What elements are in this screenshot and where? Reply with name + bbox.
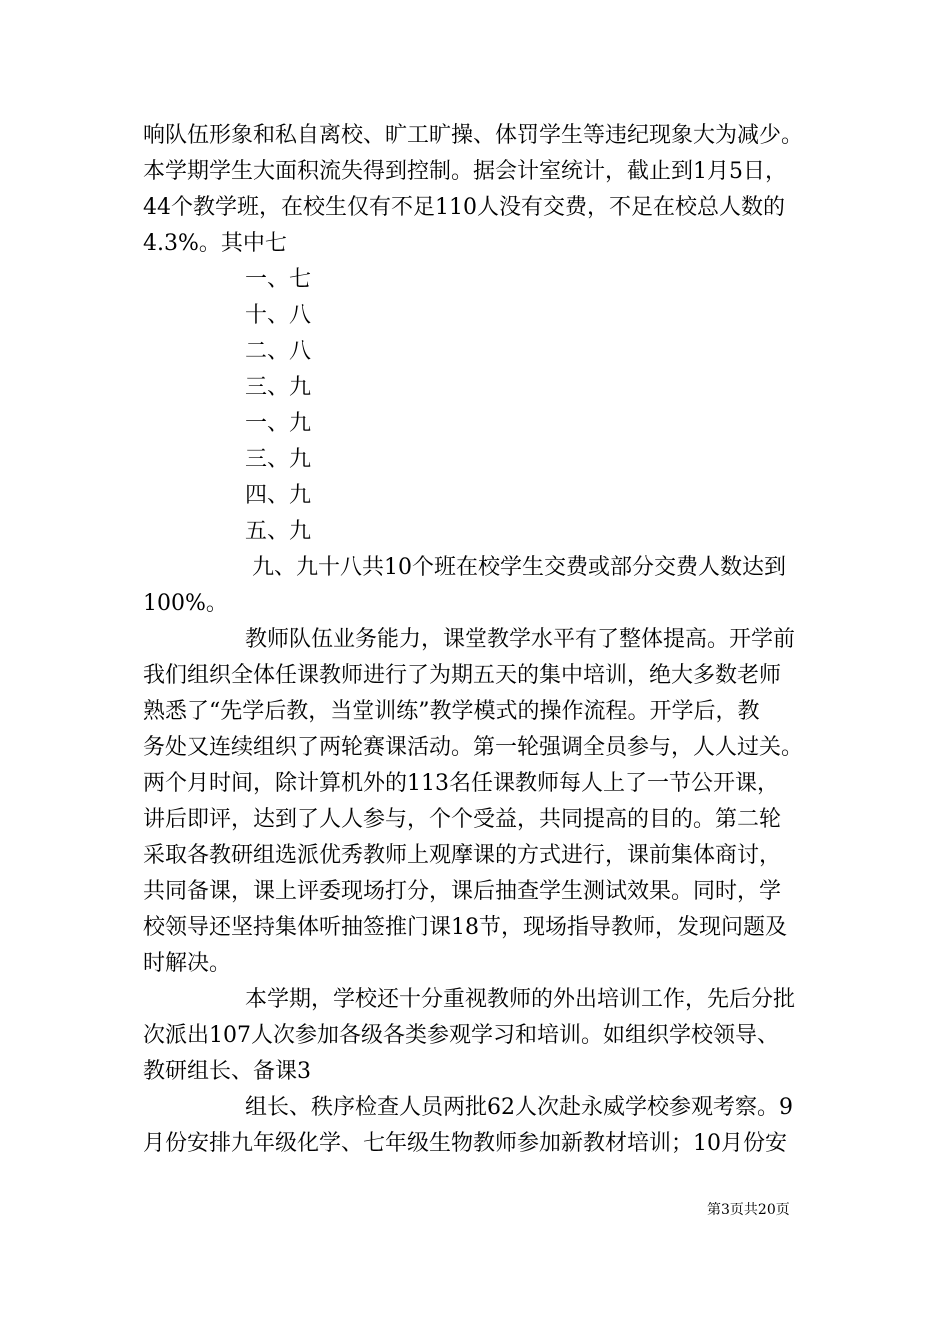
list-item: 二、八 [245, 339, 312, 364]
text-line: 44个教学班，在校生仅有不足110人没有交费，不足在校总人数的 [143, 195, 785, 220]
text-line: 组长、秩序检查人员两批62人次赴永威学校参观考察。9 [245, 1095, 793, 1120]
text-line: 4.3%。其中七 [143, 231, 287, 256]
text-line: 校领导还坚持集体听抽签推门课18节，现场指导教师，发现问题及 [143, 915, 787, 940]
paragraph-1 [143, 118, 823, 262]
paragraph-4 [143, 982, 823, 1090]
paragraph-5 [143, 1090, 823, 1162]
text-line: 共同备课，课上评委现场打分，课后抽查学生测试效果。同时，学 [143, 879, 782, 904]
text-line: 采取各教研组选派优秀教师上观摩课的方式进行，课前集体商讨， [143, 843, 782, 868]
text-line: 我们组织全体任课教师进行了为期五天的集中培训，绝大多数老师 [143, 663, 782, 688]
class-list [143, 262, 823, 550]
document-body [143, 118, 823, 1162]
text-line: 九、九十八共10个班在校学生交费或部分交费人数达到 [245, 555, 786, 580]
text-line: 本学期，学校还十分重视教师的外出培训工作，先后分批 [245, 987, 796, 1012]
text-line: 月份安排九年级化学、七年级生物教师参加新教材培训；10月份安 [143, 1131, 787, 1156]
paragraph-3 [143, 622, 823, 982]
text-line: 两个月时间，除计算机外的113名任课教师每人上了一节公开课， [143, 771, 779, 796]
text-line: 熟悉了“先学后教，当堂训练”教学模式的操作流程。开学后，教 [143, 699, 760, 724]
text-line: 教师队伍业务能力，课堂教学水平有了整体提高。开学前 [245, 627, 796, 652]
text-line: 响队伍形象和私自离校、旷工旷操、体罚学生等违纪现象大为减少。 [143, 123, 804, 148]
list-item: 一、七 [245, 267, 312, 292]
list-item: 一、九 [245, 411, 312, 436]
text-line: 时解决。 [143, 951, 232, 976]
list-item: 四、九 [245, 483, 312, 508]
text-line: 次派出107人次参加各级各类参观学习和培训。如组织学校领导、 [143, 1023, 779, 1048]
paragraph-2 [143, 550, 823, 622]
list-item: 三、九 [245, 447, 312, 472]
list-item: 五、九 [245, 519, 312, 544]
page-number-footer: 第3页共20页 [707, 1202, 790, 1218]
text-line: 讲后即评，达到了人人参与，个个受益，共同提高的目的。第二轮 [143, 807, 782, 832]
text-line: 本学期学生大面积流失得到控制。据会计室统计，截止到1月5日， [143, 159, 787, 184]
text-line: 教研组长、备课3 [143, 1059, 311, 1084]
list-item: 十、八 [245, 303, 312, 328]
text-line: 100%。 [143, 591, 228, 616]
text-line: 务处又连续组织了两轮赛课活动。第一轮强调全员参与，人人过关。 [143, 735, 804, 760]
list-item: 三、九 [245, 375, 312, 400]
